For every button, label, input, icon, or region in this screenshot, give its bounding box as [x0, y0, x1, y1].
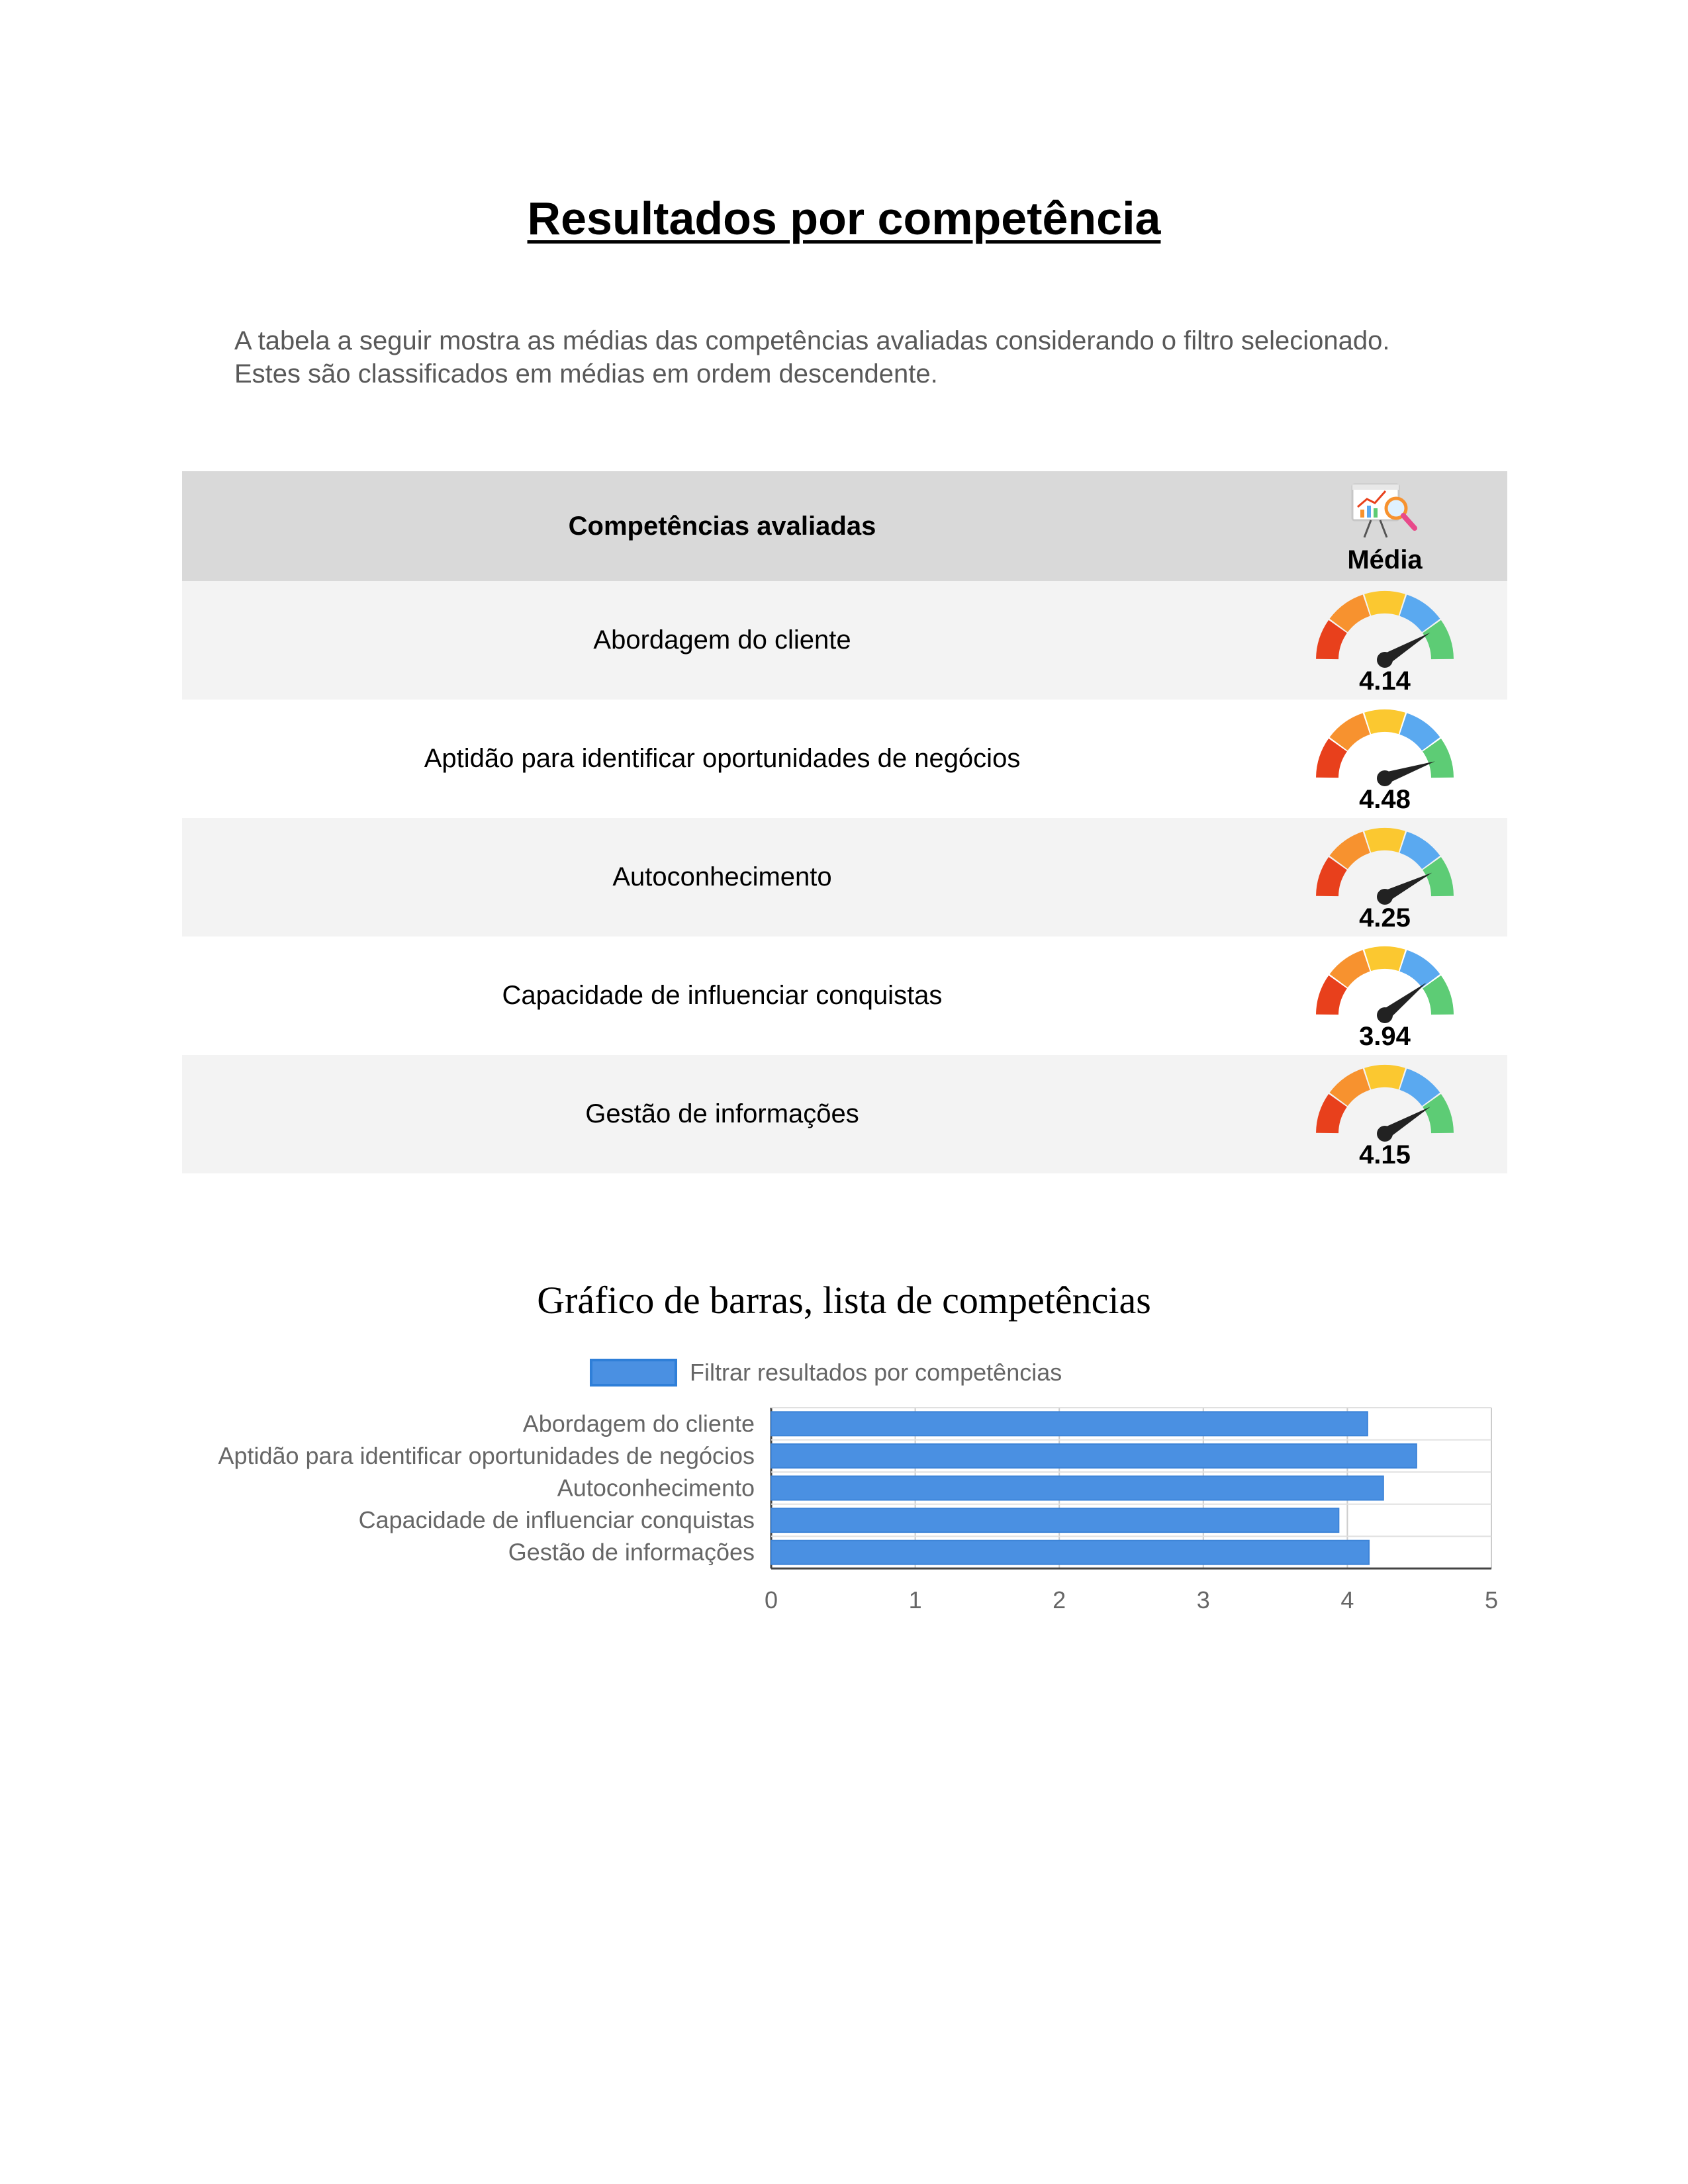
- y-category-label: Aptidão para identificar oportunidades de negócios: [218, 1441, 755, 1469]
- gauge-meter: [1312, 704, 1458, 789]
- bar: [771, 1541, 1369, 1565]
- average-value: 4.25: [1359, 903, 1411, 933]
- average-cell: [1262, 700, 1507, 818]
- gauge-segment: [1364, 946, 1405, 971]
- x-tick-label: 5: [1484, 1586, 1499, 1614]
- average-value: 4.48: [1359, 784, 1411, 814]
- average-cell: [1262, 1055, 1507, 1173]
- x-tick-label: 1: [908, 1586, 922, 1614]
- table-header-row: [182, 471, 1507, 581]
- bar: [771, 1444, 1417, 1468]
- competency-name: Autoconhecimento: [612, 862, 832, 891]
- competency-name: Abordagem do cliente: [593, 625, 851, 655]
- table-row: [182, 700, 1507, 818]
- competency-name: Aptidão para identificar oportunidades de negócios: [424, 744, 1021, 773]
- gauge-meter: [1312, 941, 1458, 1026]
- competency-results-table: [182, 471, 1507, 1173]
- x-tick-label: 0: [764, 1586, 778, 1614]
- intro-line-2: Estes são classificados em médias em ordem descendente.: [234, 359, 938, 388]
- competency-name: Capacidade de influenciar conquistas: [502, 981, 943, 1010]
- intro-paragraph: [234, 324, 1492, 390]
- average-cell: [1262, 936, 1507, 1055]
- x-tick-label: 2: [1053, 1586, 1066, 1614]
- chart-title: Gráfico de barras, lista de competências: [537, 1279, 1151, 1322]
- intro-line-1: A tabela a seguir mostra as médias das competências avaliadas considerando o filtro selecionado.: [234, 326, 1390, 355]
- bar: [771, 1477, 1383, 1500]
- x-tick-label: 3: [1196, 1586, 1210, 1614]
- y-category-label: Gestão de informações: [508, 1538, 755, 1566]
- average-value: 4.15: [1359, 1140, 1411, 1169]
- gauge-segment: [1364, 591, 1405, 615]
- gauge-segment: [1364, 828, 1405, 852]
- header-average-label: Média: [1347, 545, 1423, 574]
- gauge-hub: [1377, 770, 1393, 786]
- competency-name: Gestão de informações: [585, 1099, 859, 1128]
- y-category-label: Abordagem do cliente: [522, 1410, 755, 1437]
- presentation-chart-magnifier-icon: [1348, 478, 1421, 544]
- average-cell: [1262, 581, 1507, 700]
- gauge-meter: [1312, 823, 1458, 907]
- gauge-segment: [1364, 709, 1405, 734]
- x-tick-label: 4: [1340, 1586, 1354, 1614]
- gauge-hub: [1377, 652, 1393, 668]
- average-cell: [1262, 818, 1507, 936]
- table-row: [182, 581, 1507, 700]
- average-value: 3.94: [1359, 1021, 1411, 1051]
- gauge-hub: [1377, 1007, 1393, 1023]
- y-category-label: Capacidade de influenciar conquistas: [358, 1506, 755, 1534]
- average-value: 4.14: [1359, 666, 1411, 696]
- page-title: Resultados por competência: [527, 193, 1161, 244]
- table-row: [182, 936, 1507, 1055]
- bar: [771, 1508, 1338, 1532]
- gauge-meter: [1312, 1060, 1458, 1144]
- header-average-cell: [1262, 471, 1507, 581]
- y-category-label: Autoconhecimento: [557, 1474, 755, 1502]
- gauge-meter: [1312, 586, 1458, 670]
- table-row: [182, 1055, 1507, 1173]
- gauge-hub: [1377, 889, 1393, 905]
- table-row: [182, 818, 1507, 936]
- header-competencies: Competências avaliadas: [568, 511, 876, 541]
- gauge-segment: [1364, 1065, 1405, 1089]
- gauge-hub: [1377, 1126, 1393, 1142]
- legend-label: Filtrar resultados por competências: [690, 1359, 1062, 1386]
- legend-swatch: [591, 1360, 676, 1385]
- competencies-bar-chart: [179, 1343, 1516, 1628]
- bar: [771, 1412, 1368, 1435]
